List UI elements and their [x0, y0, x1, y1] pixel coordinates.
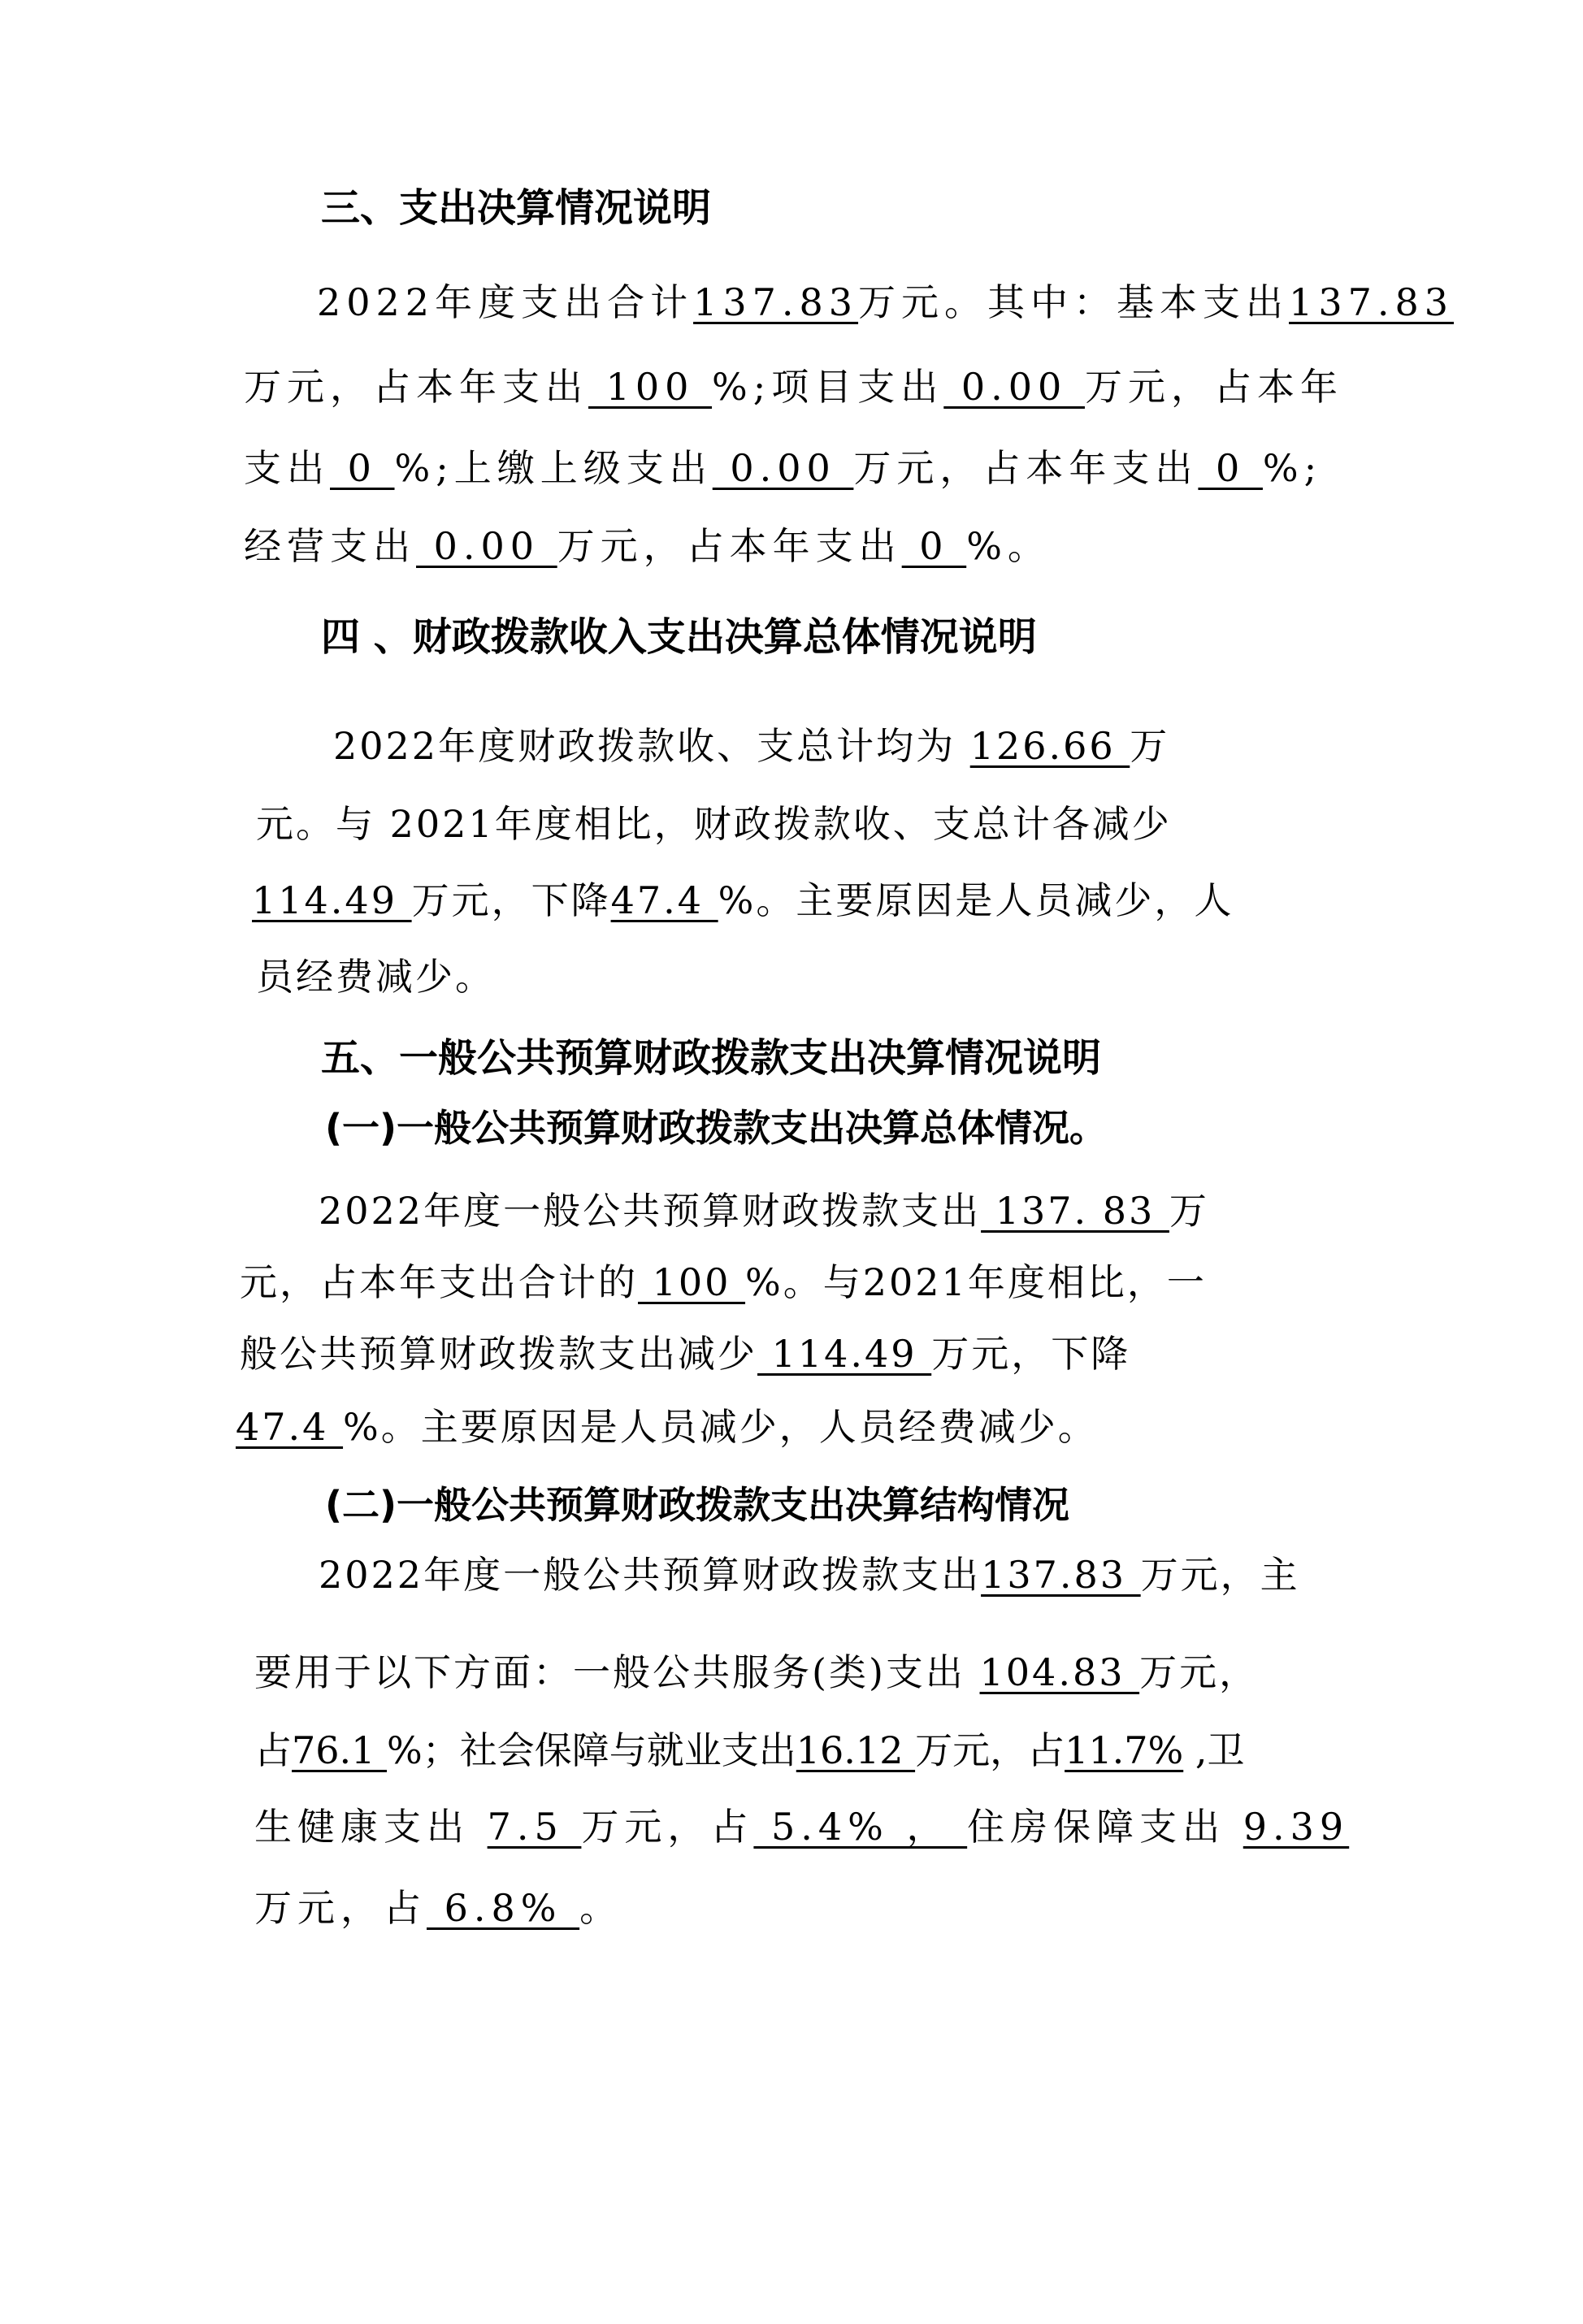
housing-percent: 6.8% — [427, 1886, 580, 1930]
text: 支出 — [244, 446, 330, 490]
text: %。与2021年度相比，一 — [745, 1260, 1207, 1304]
basic-expenditure-percent: 100 — [588, 365, 713, 409]
text: 2022年度支出合计 — [317, 280, 694, 324]
project-expenditure-value: 0.00 — [943, 365, 1085, 409]
section-4-line-3 — [252, 876, 1234, 925]
section-4-heading: 四 、财政拨款收入支出决算总体情况说明 — [321, 614, 1037, 660]
section-5-p1-line-4 — [236, 1403, 1098, 1451]
text: 万元。其中：基本支出 — [858, 280, 1290, 324]
section-5-p2-line-3 — [254, 1726, 1244, 1775]
text: 万元，占本年支出 — [244, 365, 588, 409]
text: 万元，占本年支出 — [853, 446, 1199, 490]
text: 2022年度一般公共预算财政拨款支出 — [319, 1553, 982, 1597]
text: 万元，占 — [915, 1728, 1065, 1772]
text: 2022年度一般公共预算财政拨款支出 — [319, 1189, 982, 1233]
text: 。 — [579, 1886, 623, 1930]
text: 万元，下降 — [411, 878, 611, 922]
housing-value: 9.39 — [1243, 1805, 1350, 1849]
text: 万元，下降 — [931, 1332, 1131, 1376]
fiscal-total-value: 126.66 — [969, 724, 1130, 768]
section-4-line-1 — [333, 722, 1169, 770]
text: 2022年度财政拨款收、支总计均为 — [333, 724, 970, 768]
text: 万元，占本年支出 — [557, 524, 902, 568]
section-5-p2-line-4 — [254, 1802, 1349, 1851]
section-5-p2-line-1 — [319, 1550, 1300, 1599]
text: ,卫 — [1183, 1728, 1245, 1772]
text: 万元，占 — [254, 1886, 427, 1930]
text: %。主要原因是人员减少，人员经费减少。 — [343, 1405, 1098, 1449]
text: 元，占本年支出合计的 — [240, 1260, 638, 1304]
section-3-line-1 — [317, 278, 1454, 327]
text: 般公共预算财政拨款支出减少 — [240, 1332, 757, 1376]
text: %;上缴上级支出 — [394, 446, 713, 490]
basic-expenditure-value: 137.83 — [1289, 280, 1455, 324]
section-3-line-4 — [244, 522, 1051, 570]
text: 万 — [1130, 724, 1170, 768]
text: 万元，占本年 — [1084, 365, 1343, 409]
section-3-line-3 — [244, 444, 1322, 492]
public-service-percent: 76.1 — [292, 1728, 388, 1772]
section-5-subheading-1: (一)一般公共预算财政拨款支出决算总体情况。 — [325, 1106, 1108, 1150]
text: %；社会保障与就业支出 — [387, 1728, 796, 1772]
section-5-p1-line-1 — [319, 1186, 1209, 1235]
text: %。 — [966, 524, 1051, 568]
section-5-p2-line-5 — [254, 1884, 622, 1932]
section-5-p1-line-3 — [240, 1329, 1130, 1378]
higher-level-payment-percent: 0 — [1198, 446, 1263, 490]
social-security-percent: 11.7% — [1065, 1728, 1184, 1772]
text: 占 — [254, 1728, 292, 1772]
project-expenditure-percent: 0 — [330, 446, 395, 490]
public-service-value: 104.83 — [979, 1650, 1140, 1694]
section-5-subheading-2: (二)一般公共预算财政拨款支出决算结构情况 — [325, 1483, 1070, 1527]
text: %;项目支出 — [712, 365, 944, 409]
general-budget-decrease-percent: 47.4 — [236, 1405, 344, 1449]
section-4-line-2: 元。与 2021年度相比，财政拨款收、支总计各减少 — [256, 802, 1172, 846]
structure-total-value: 137.83 — [981, 1553, 1141, 1597]
general-budget-expenditure-value: 137. 83 — [981, 1189, 1169, 1233]
text: %; — [1262, 446, 1323, 490]
operating-expenditure-percent: 0 — [901, 524, 967, 568]
section-4-line-4: 员经费减少。 — [256, 955, 495, 999]
text: 万元， — [1139, 1650, 1260, 1694]
general-budget-decrease-value: 114.49 — [757, 1332, 932, 1376]
operating-expenditure-value: 0.00 — [416, 524, 557, 568]
higher-level-payment-value: 0.00 — [712, 446, 854, 490]
text: 经营支出 — [244, 524, 416, 568]
section-3-heading: 三、支出决算情况说明 — [321, 185, 712, 231]
text: 生健康支出 — [254, 1805, 488, 1849]
section-3-line-2 — [244, 362, 1343, 411]
section-5-heading: 五、一般公共预算财政拨款支出决算情况说明 — [321, 1035, 1102, 1081]
section-5-p1-line-2 — [240, 1258, 1207, 1307]
text: 万 — [1169, 1189, 1209, 1233]
general-budget-percent: 100 — [638, 1260, 746, 1304]
fiscal-decrease-value: 114.49 — [252, 878, 412, 922]
social-security-value: 16.12 — [796, 1728, 916, 1772]
fiscal-decrease-percent: 47.4 — [610, 878, 718, 922]
text: 万元，占 — [581, 1805, 754, 1849]
text: 万元，主 — [1140, 1553, 1300, 1597]
section-5-p2-line-2 — [254, 1648, 1259, 1697]
text: 要用于以下方面：一般公共服务(类)支出 — [254, 1650, 980, 1694]
text: 住房保障支出 — [967, 1805, 1243, 1849]
health-percent: 5.4% ， — [753, 1805, 968, 1849]
health-value: 7.5 — [487, 1805, 582, 1849]
total-expenditure-value: 137.83 — [693, 280, 859, 324]
text: %。主要原因是人员减少，人 — [718, 878, 1234, 922]
